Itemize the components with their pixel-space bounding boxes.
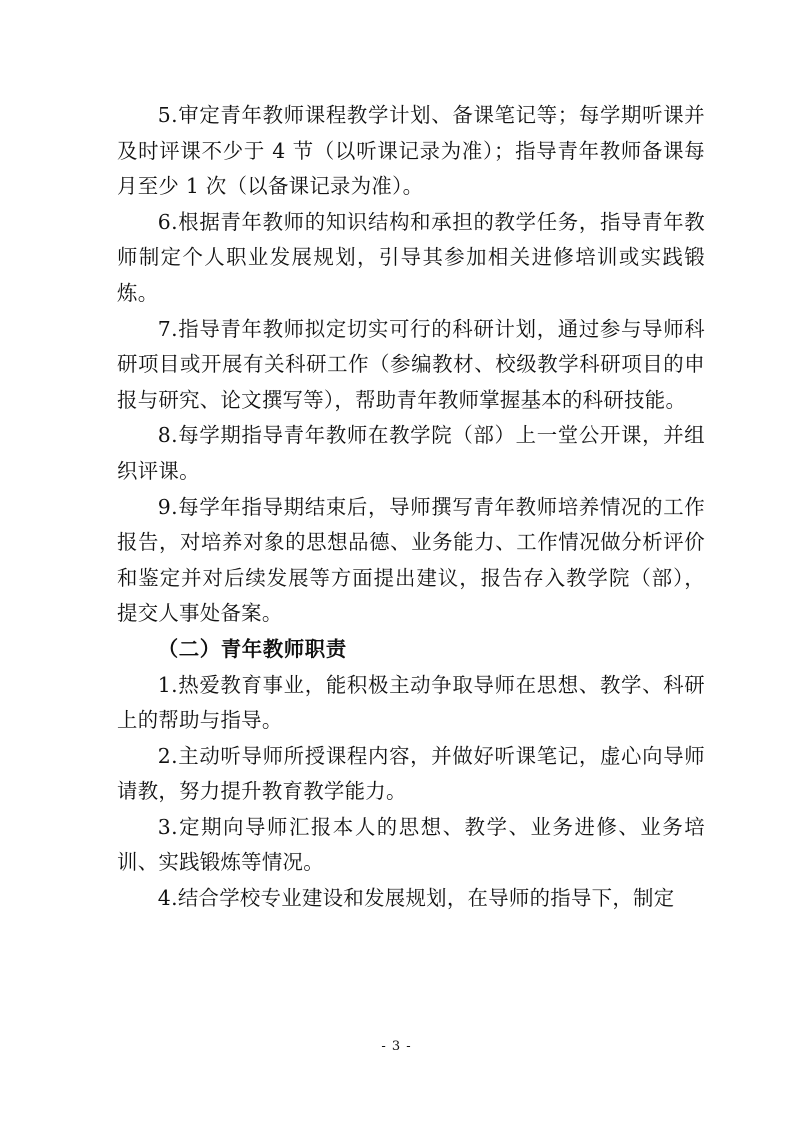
- paragraph-item-2: 2.主动听导师所授课程内容，并做好听课笔记，虚心向导师请教，努力提升教育教学能力。: [117, 743, 705, 804]
- paragraph-item-5: 5.审定青年教师课程教学计划、备课笔记等；每学期听课并及时评课不少于 4 节（以听课记录为准）；指导青年教师备课每月至少 1 次（以备课记录为准）。: [117, 103, 705, 199]
- paragraph-item-1: 1.热爱教育事业，能积极主动争取导师在思想、教学、科研上的帮助与指导。: [117, 672, 705, 733]
- paragraph-item-7: 7.指导青年教师拟定切实可行的科研计划，通过参与导师科研项目或开展有关科研工作（参编教材、校级教学科研项目的申报与研究、论文撰写等），帮助青年教师掌握基本的科研技能。: [117, 316, 705, 412]
- paragraph-item-8: 8.每学期指导青年教师在教学院（部）上一堂公开课，并组织评课。: [117, 423, 705, 483]
- paragraph-item-6: 6.根据青年教师的知识结构和承担的教学任务，指导青年教师制定个人职业发展规划，引导其参加相关进修培训或实践锻炼。: [117, 209, 705, 305]
- paragraph-item-9: 9.每学年指导期结束后，导师撰写青年教师培养情况的工作报告，对培养对象的思想品德、业务能力、工作情况做分析评价和鉴定并对后续发展等方面提出建议，报告存入教学院（部），提交人事处备案。: [117, 494, 705, 626]
- document-body: [117, 98, 705, 917]
- paragraph-item-3: 3.定期向导师汇报本人的思想、教学、业务进修、业务培训、实践锻炼等情况。: [117, 814, 705, 875]
- paragraph-item-4: 4.结合学校专业建设和发展规划，在导师的指导下，制定: [157, 886, 675, 911]
- section-heading: （二）青年教师职责: [157, 636, 347, 661]
- page-number: - 3 -: [381, 1039, 412, 1054]
